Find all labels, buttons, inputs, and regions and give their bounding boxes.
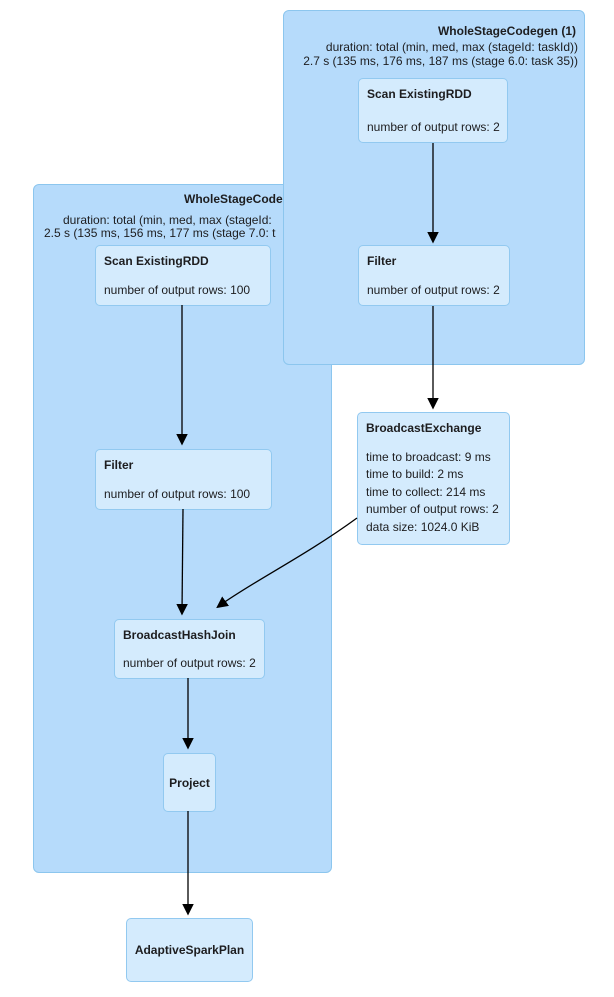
node-metric-output-rows: number of output rows: 2 — [366, 502, 499, 516]
node-scan-existingrdd-2[interactable] — [95, 245, 271, 306]
node-metric-output-rows: number of output rows: 100 — [104, 487, 251, 501]
cluster-title: WholeStageCodegen (1) — [437, 24, 576, 38]
node-metric-output-rows: number of output rows: 100 — [104, 283, 251, 297]
node-metric-output-rows: number of output rows: 2 — [123, 656, 256, 670]
node-title: Filter — [367, 254, 397, 268]
node-broadcastexchange[interactable] — [357, 412, 510, 545]
node-broadcasthashjoin[interactable] — [114, 619, 265, 679]
node-scan-existingrdd-1[interactable] — [358, 78, 508, 143]
cluster-duration-value: 2.7 s (135 ms, 176 ms, 187 ms (stage 6.0: task 35)) — [303, 53, 578, 68]
node-metric-output-rows: number of output rows: 2 — [367, 283, 500, 297]
node-title: Project — [169, 775, 210, 790]
node-adaptivesparkplan[interactable] — [126, 918, 253, 982]
node-metric-data-size: data size: 1024.0 KiB — [366, 519, 480, 534]
cluster-wholestagecodegen-1 — [283, 10, 585, 365]
node-title: Scan ExistingRDD — [367, 87, 472, 101]
node-metrics — [366, 449, 501, 537]
node-metric-time-to-broadcast: time to broadcast: 9 ms — [366, 449, 491, 464]
node-filter-1[interactable] — [358, 245, 510, 306]
cluster-duration-value: 2.5 s (135 ms, 156 ms, 177 ms (stage 7.0: t — [44, 226, 276, 240]
cluster-duration-label: duration: total (min, med, max (stageId: — [63, 213, 272, 227]
cluster-title: WholeStageCode — [184, 192, 283, 206]
node-filter-2[interactable] — [95, 449, 272, 510]
node-metric-time-to-collect: time to collect: 214 ms — [366, 484, 486, 499]
node-title: BroadcastExchange — [366, 421, 482, 435]
cluster-duration-label: duration: total (min, med, max (stageId: taskId)) — [325, 40, 578, 54]
node-title: Scan ExistingRDD — [104, 254, 209, 268]
node-metric-output-rows: number of output rows: 2 — [367, 120, 500, 134]
node-project[interactable] — [163, 753, 216, 812]
node-title: Filter — [104, 458, 134, 472]
node-metric-time-to-build: time to build: 2 ms — [366, 467, 464, 481]
node-title: AdaptiveSparkPlan — [134, 943, 245, 957]
cluster-duration — [303, 41, 578, 68]
node-title: BroadcastHashJoin — [123, 628, 236, 642]
